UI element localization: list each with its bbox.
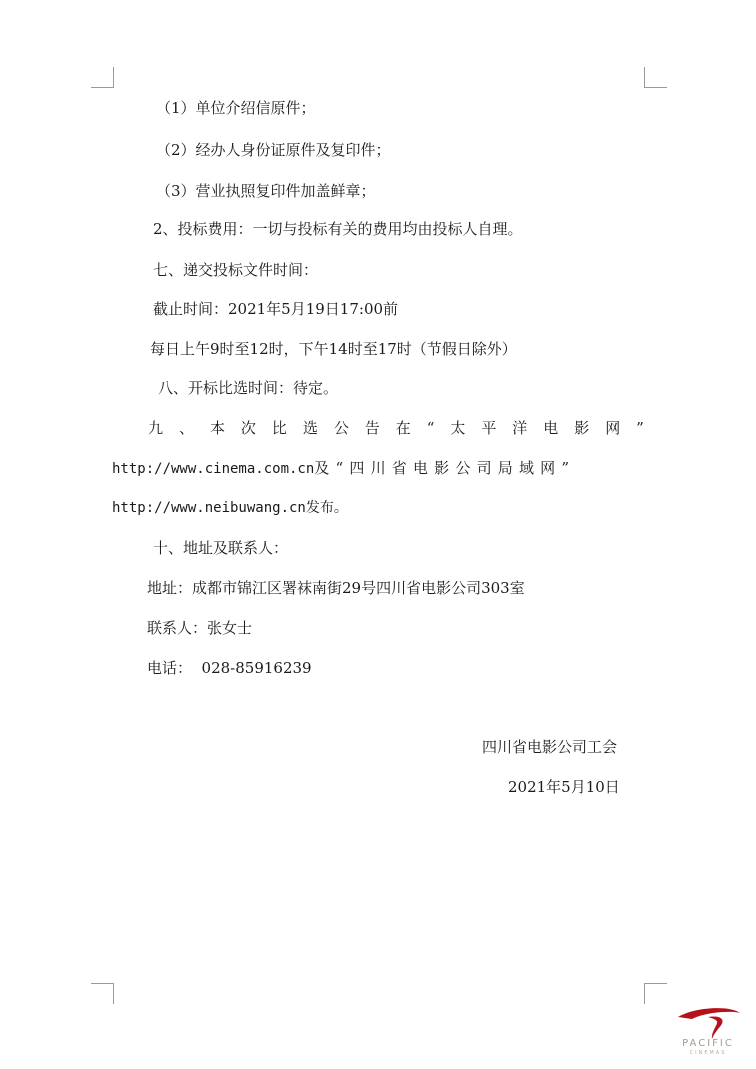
logo-swoosh-icon [668, 1003, 748, 1039]
deadline-line: 截止时间：2021年5月19日17:00前 [153, 300, 399, 318]
logo-subtitle: CINEMAS [689, 1050, 727, 1056]
address-line: 地址：成都市锦江区署袜南街29号四川省电影公司303室 [147, 579, 525, 597]
crop-mark-top-right [644, 67, 667, 88]
daily-hours-line: 每日上午9时至12时，下午14时至17时（节假日除外） [150, 340, 517, 358]
section-9-line-2-text: 及“四川省电影公司局域网” [314, 459, 576, 477]
signature-date: 2021年5月10日 [508, 778, 620, 796]
item-1-line: （1）单位介绍信原件； [156, 99, 316, 117]
phone-line: 电话： 028-85916239 [147, 659, 312, 677]
pacific-cinemas-logo [668, 1003, 748, 1059]
contact-line: 联系人：张女士 [147, 619, 253, 637]
section-8-line: 八、开标比选时间：待定。 [158, 379, 339, 397]
crop-mark-top-left [91, 67, 114, 88]
section-9-line-1: 九 、 本 次 比 选 公 告 在 “ 太 平 洋 电 影 网 ” [148, 419, 644, 437]
crop-mark-bottom-right [644, 983, 667, 1004]
section-9-line-2 [112, 458, 644, 479]
section-9-line-3: http://www.neibuwang.cn发布。 [112, 500, 348, 516]
item-3-line: （3）营业执照复印件加盖鲜章； [156, 182, 376, 200]
logo-name: PACIFIC [682, 1038, 734, 1049]
section-10-heading: 十、地址及联系人： [153, 539, 289, 557]
bid-fee-line: 2、投标费用：一切与投标有关的费用均由投标人自理。 [153, 220, 523, 238]
item-2-line: （2）经办人身份证原件及复印件； [156, 141, 391, 159]
cinema-url[interactable]: http://www.cinema.com.cn [112, 461, 315, 477]
signature-org: 四川省电影公司工会 [482, 738, 618, 756]
section-7-heading: 七、递交投标文件时间： [153, 261, 319, 279]
crop-mark-bottom-left [91, 983, 114, 1004]
